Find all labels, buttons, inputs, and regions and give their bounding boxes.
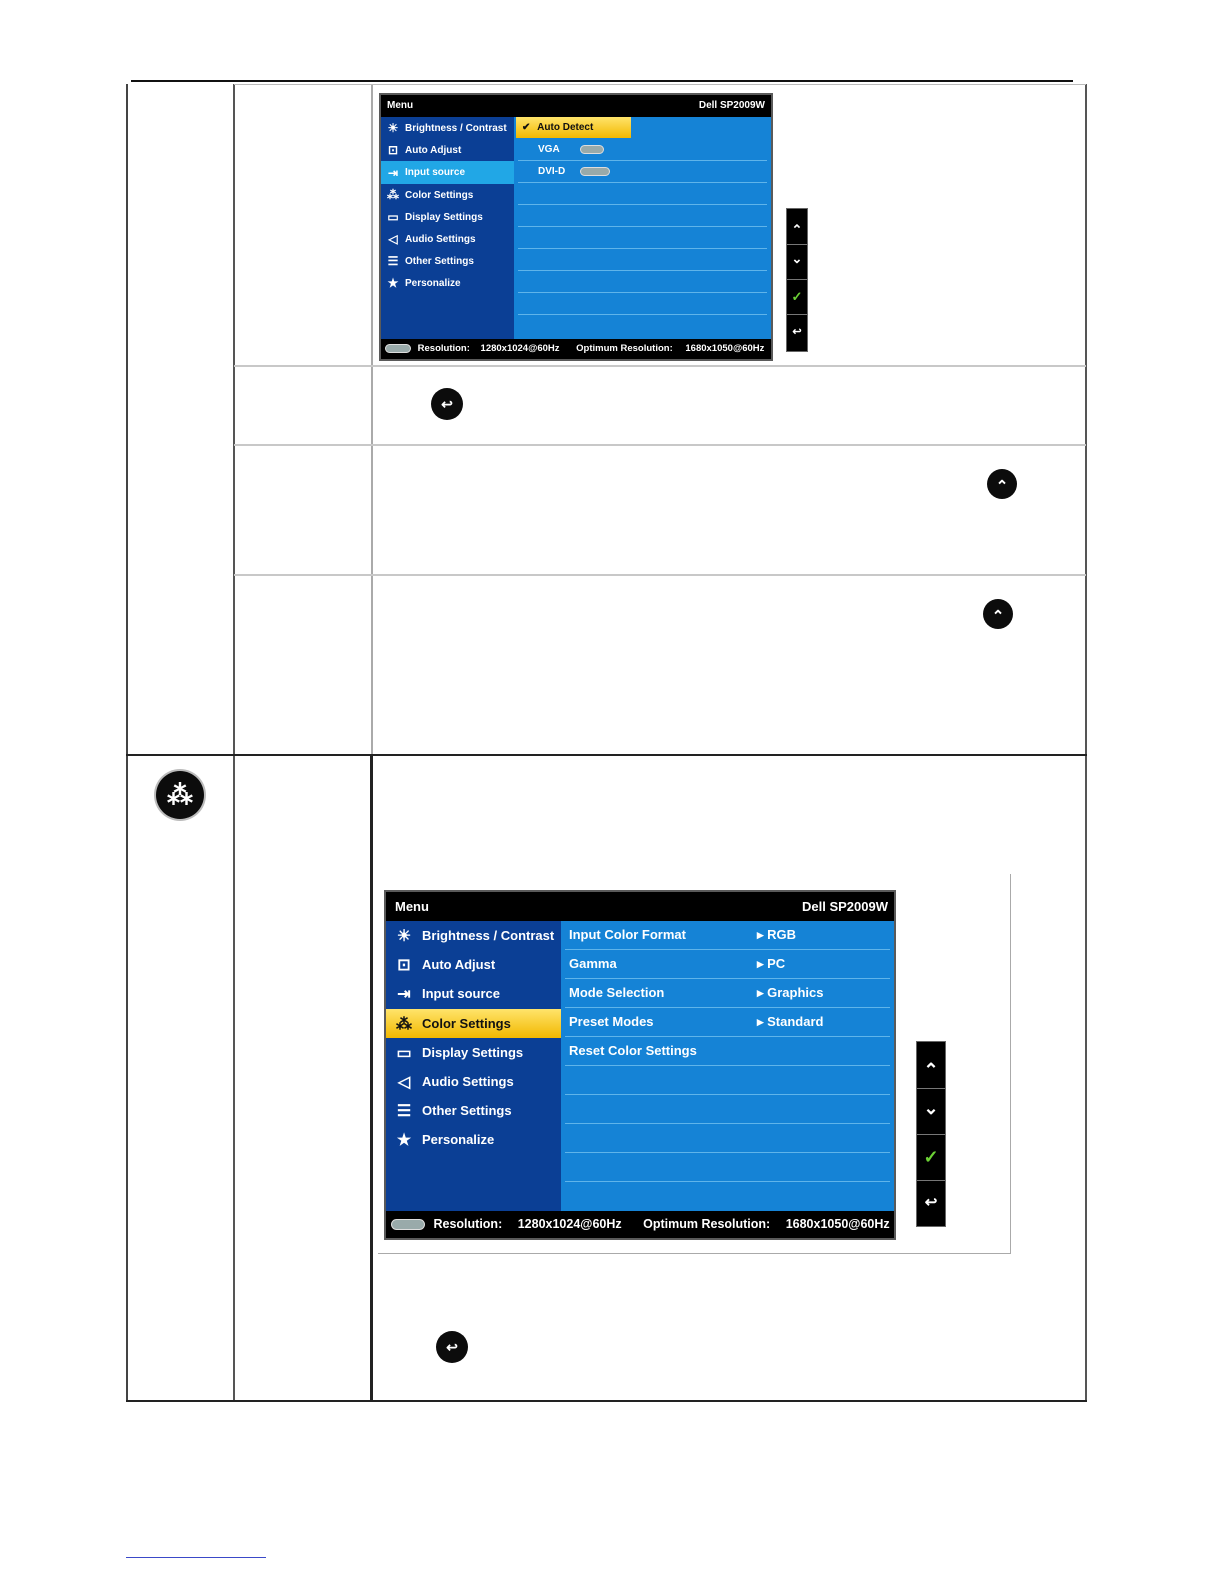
osd-title-bar [386, 892, 894, 921]
menu-item-brightness-contrast[interactable] [381, 117, 514, 139]
setting-value-text: PC [767, 956, 786, 971]
back-button-icon: ↩ [431, 388, 463, 420]
empty-row [518, 183, 767, 205]
row-divider-2 [234, 444, 1086, 446]
empty-row [565, 1124, 890, 1153]
menu-item-input-source[interactable] [386, 979, 561, 1008]
menu-item-label: Display Settings [405, 211, 483, 223]
checkmark-icon: ✔ [522, 122, 531, 133]
sliders-icon: ☰ [387, 254, 399, 268]
osd-footer [386, 1211, 894, 1238]
empty-row [518, 227, 767, 249]
speaker-icon: ◁ [397, 1073, 411, 1091]
display-icon: ▭ [387, 210, 399, 224]
menu-item-personalize[interactable] [381, 272, 514, 294]
option-label: DVI-D [538, 166, 566, 177]
menu-item-label: Color Settings [405, 189, 474, 201]
menu-item-other-settings[interactable] [386, 1096, 561, 1125]
up-button[interactable]: ⌃ [787, 209, 807, 245]
menu-item-label: Display Settings [422, 1045, 524, 1060]
setting-label: Input Color Format [569, 927, 686, 942]
speaker-icon: ◁ [388, 232, 398, 246]
vga-connector-icon [385, 344, 411, 353]
up-button-icon: ⌃ [983, 599, 1013, 629]
empty-row [518, 293, 767, 315]
empty-row [518, 249, 767, 271]
osd-input-source-screenshot [379, 93, 773, 361]
optimum-resolution-label: Optimum Resolution: [643, 1217, 771, 1231]
sliders-icon: ☰ [396, 1102, 412, 1120]
osd-right-panel [514, 117, 771, 339]
setting-value: ▸ Standard [757, 1014, 824, 1029]
setting-label: Preset Modes [569, 1014, 654, 1029]
empty-row [565, 1182, 890, 1210]
input-source-icon: ⇥ [387, 165, 399, 180]
menu-item-label: Brightness / Contrast [422, 928, 555, 943]
menu-item-label: Audio Settings [405, 233, 476, 245]
up-button[interactable]: ⌃ [917, 1042, 945, 1089]
option-dvi-d[interactable] [518, 161, 767, 183]
setting-value-text: RGB [767, 927, 797, 942]
optimum-resolution-value: 1680x1050@60Hz [685, 343, 765, 354]
menu-item-other-settings[interactable] [381, 250, 514, 272]
setting-value-text: Standard [767, 1014, 824, 1029]
option-auto-detect[interactable] [516, 117, 631, 138]
back-button-icon: ↩ [436, 1331, 468, 1363]
star-icon: ★ [387, 276, 399, 290]
sun-icon: ☀ [396, 927, 412, 945]
ok-button[interactable]: ✓ [917, 1134, 945, 1181]
menu-item-label: Personalize [422, 1132, 495, 1147]
resolution-label: Resolution: [417, 343, 470, 354]
setting-label: Mode Selection [569, 985, 665, 1000]
setting-preset-modes[interactable] [565, 1008, 890, 1037]
down-button[interactable]: ⌄ [787, 244, 807, 280]
table-bottom-border [126, 1400, 1087, 1402]
menu-item-personalize[interactable] [386, 1125, 561, 1154]
menu-item-color-settings[interactable] [386, 1009, 561, 1038]
setting-input-color-format[interactable] [565, 921, 890, 950]
menu-item-auto-adjust[interactable] [386, 950, 561, 979]
setting-value: ▸ Graphics [757, 985, 824, 1000]
menu-item-label: Input source [422, 986, 501, 1001]
menu-item-label: Other Settings [405, 255, 474, 267]
menu-item-audio-settings[interactable] [381, 228, 514, 250]
table-col-divider-1 [233, 84, 235, 1402]
resolution-value: 1280x1024@60Hz [480, 343, 560, 354]
up-button-icon: ⌃ [987, 469, 1017, 499]
menu-item-label: Auto Adjust [422, 957, 496, 972]
osd-navigation-buttons [916, 1041, 946, 1227]
option-vga[interactable] [518, 139, 767, 161]
row-divider-1 [234, 365, 1086, 367]
menu-item-label: Auto Adjust [405, 144, 462, 156]
color-settings-icon: ⁂ [156, 771, 204, 819]
setting-value: ▸ PC [757, 956, 786, 971]
empty-row [518, 271, 767, 293]
osd-color-settings-screenshot [384, 890, 896, 1240]
setting-reset-color-settings[interactable] [565, 1037, 890, 1066]
osd-title-menu: Menu [395, 899, 429, 914]
setting-mode-selection[interactable] [565, 979, 890, 1008]
osd-title-model: Dell SP2009W [698, 100, 765, 111]
display-icon: ▭ [396, 1044, 412, 1062]
option-label: Auto Detect [537, 122, 594, 133]
empty-row [565, 1095, 890, 1124]
section-divider [126, 754, 1087, 756]
setting-label: Reset Color Settings [569, 1043, 697, 1058]
star-icon: ★ [396, 1131, 412, 1149]
setting-gamma[interactable] [565, 950, 890, 979]
vga-connector-icon [391, 1219, 425, 1230]
osd-navigation-buttons [786, 208, 808, 352]
menu-item-label: Audio Settings [422, 1074, 514, 1089]
osd-title-bar [381, 95, 771, 117]
menu-item-label: Other Settings [422, 1103, 512, 1118]
table-top-border [234, 84, 1086, 85]
input-source-icon: ⇥ [397, 985, 411, 1003]
color-dots-icon: ⁂ [396, 1015, 412, 1033]
menu-item-brightness-contrast[interactable] [386, 921, 561, 950]
resolution-label: Resolution: [433, 1217, 503, 1231]
menu-item-display-settings[interactable] [381, 206, 514, 228]
color-dots-icon: ⁂ [387, 188, 399, 202]
menu-item-input-source[interactable] [381, 161, 514, 184]
table-border-left [126, 84, 128, 1402]
empty-row [565, 1153, 890, 1182]
option-label: VGA [538, 144, 560, 155]
vga-connector-icon [580, 145, 604, 154]
empty-row [565, 1066, 890, 1095]
table-col-divider-2-lower [370, 756, 373, 1402]
setting-label: Gamma [569, 956, 617, 971]
menu-item-color-settings[interactable] [381, 184, 514, 206]
osd-title-model: Dell SP2009W [802, 899, 888, 914]
menu-item-label: Brightness / Contrast [405, 122, 507, 134]
empty-row [518, 205, 767, 227]
row-divider-3 [234, 574, 1086, 576]
setting-value-text: Graphics [767, 985, 824, 1000]
auto-adjust-icon: ⊡ [397, 956, 411, 974]
osd-left-menu [386, 921, 561, 1211]
osd-title-menu: Menu [387, 100, 414, 111]
footer-link-underline[interactable] [126, 1557, 266, 1558]
menu-item-label: Input source [405, 167, 466, 178]
optimum-resolution-label: Optimum Resolution: [576, 343, 673, 354]
dvi-connector-icon [580, 167, 610, 176]
osd-footer [381, 339, 771, 359]
empty-row [518, 315, 767, 336]
osd-left-menu [381, 117, 514, 339]
auto-adjust-icon: ⊡ [387, 143, 399, 157]
menu-item-auto-adjust[interactable] [381, 139, 514, 161]
menu-item-audio-settings[interactable] [386, 1067, 561, 1096]
resolution-value: 1280x1024@60Hz [517, 1217, 622, 1231]
ok-button[interactable]: ✓ [787, 279, 807, 315]
setting-value: ▸ RGB [757, 927, 797, 942]
menu-item-label: Color Settings [422, 1016, 511, 1031]
sun-icon: ☀ [387, 121, 399, 135]
table-border-right [1085, 84, 1087, 1402]
top-rule [131, 80, 1073, 82]
menu-item-display-settings[interactable] [386, 1038, 561, 1067]
table-col-divider-2-upper [371, 84, 373, 756]
optimum-resolution-value: 1680x1050@60Hz [785, 1217, 890, 1231]
down-button[interactable]: ⌄ [917, 1088, 945, 1135]
osd-right-panel [561, 921, 894, 1211]
menu-item-label: Personalize [405, 277, 461, 289]
back-button[interactable]: ↩ [924, 1194, 938, 1211]
back-button[interactable]: ↩ [792, 326, 802, 338]
